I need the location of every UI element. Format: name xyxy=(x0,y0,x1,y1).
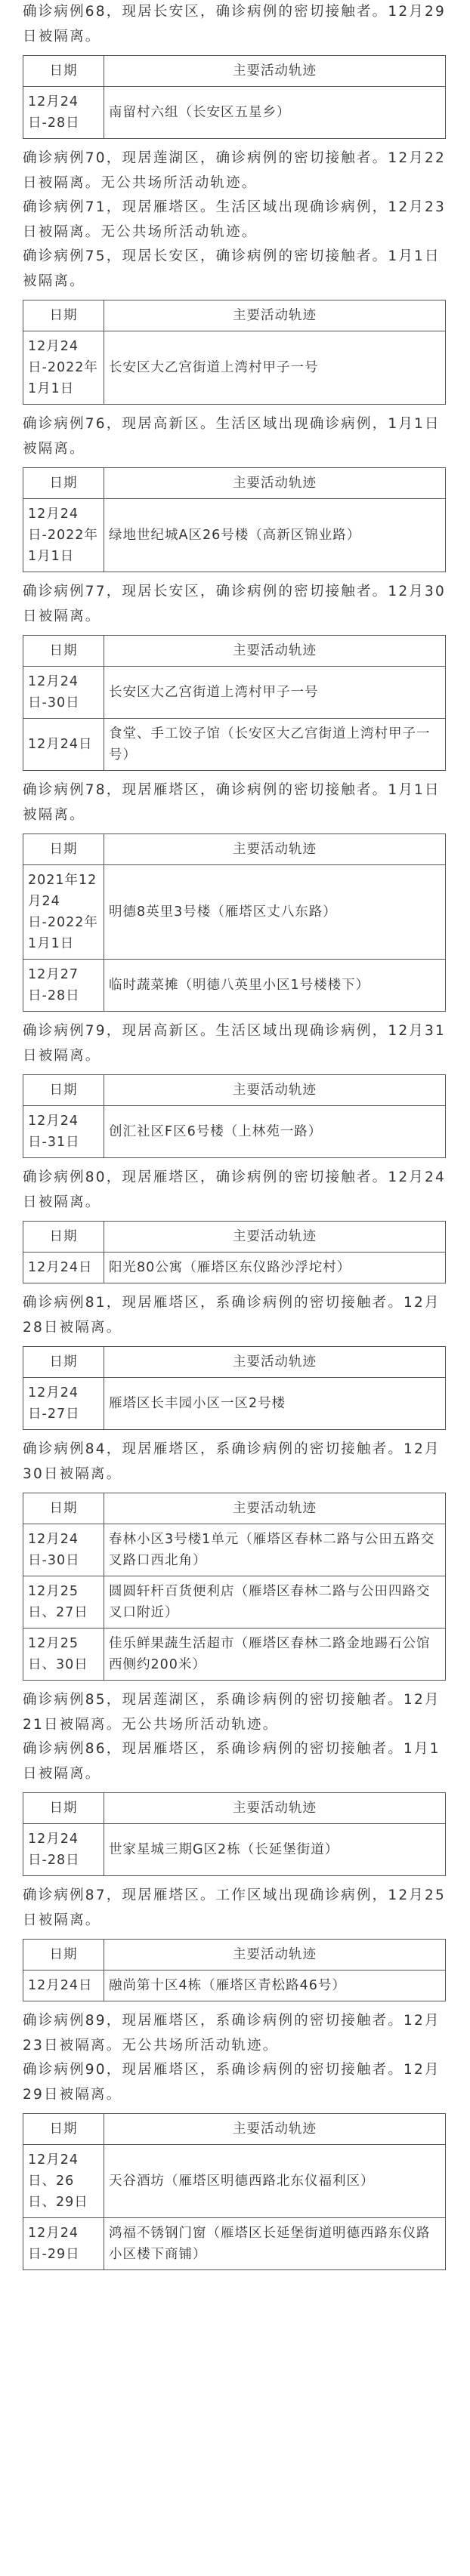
activity-cell: 融尚第十区4栋（雁塔区青松路46号） xyxy=(104,1971,446,2001)
date-cell: 12月24日-28日 xyxy=(23,87,104,139)
case-paragraph: 确诊病例70，现居莲湖区，确诊病例的密切接触者。12月22日被隔离。无公共场所活动轨迹。 xyxy=(23,150,446,191)
date-cell: 12月24日-29日 xyxy=(23,2218,104,2270)
table-header-row xyxy=(23,2114,446,2145)
activity-cell: 创汇社区F区6号楼（上林苑一路） xyxy=(104,1106,446,1158)
date-cell: 12月27日-28日 xyxy=(23,960,104,1012)
date-cell: 12月24日 xyxy=(23,1971,104,2001)
case-paragraph: 确诊病例86，现居雁塔区，系确诊病例的密切接触者。1月1日被隔离。 xyxy=(23,1741,441,1782)
table-row xyxy=(23,865,446,960)
table-header-row xyxy=(23,56,446,87)
activity-cell: 春林小区3号楼1单元（雁塔区春林二路与公田五路交叉路口西北角） xyxy=(104,1524,446,1576)
table-row xyxy=(23,1628,446,1681)
table-row xyxy=(23,1524,446,1576)
activity-table xyxy=(23,55,446,139)
case-paragraph: 确诊病例80，现居雁塔区，确诊病例的密切接触者。12月24日被隔离。 xyxy=(23,1169,446,1210)
date-cell: 12月24日、26日、29日 xyxy=(23,2145,104,2218)
date-cell: 12月24日 xyxy=(23,1253,104,1283)
activity-cell: 雁塔区长丰园小区一区2号楼 xyxy=(104,1378,446,1430)
table-row xyxy=(23,719,446,771)
activity-cell: 食堂、手工饺子馆（长安区大乙宫街道上湾村甲子一号） xyxy=(104,719,446,771)
table-header-row xyxy=(23,1940,446,1971)
activity-cell: 天谷酒坊（雁塔区明德西路北东仪福利区） xyxy=(104,2145,446,2218)
date-cell: 12月24日-31日 xyxy=(23,1106,104,1158)
date-column-header: 日期 xyxy=(23,1222,104,1253)
table-row xyxy=(23,1576,446,1628)
activity-cell: 临时蔬菜摊（明德八英里小区1号楼楼下） xyxy=(104,960,446,1012)
date-cell: 12月24日-2022年1月1日 xyxy=(23,499,104,572)
date-column-header: 日期 xyxy=(23,468,104,499)
activity-column-header: 主要活动轨迹 xyxy=(104,300,446,331)
date-cell: 12月24日-2022年1月1日 xyxy=(23,331,104,405)
table-row xyxy=(23,499,446,572)
table-row xyxy=(23,331,446,405)
activity-table xyxy=(23,1493,446,1681)
table-row xyxy=(23,1253,446,1283)
table-row xyxy=(23,1824,446,1876)
table-row xyxy=(23,1971,446,2001)
table-row xyxy=(23,667,446,719)
date-cell: 12月25日、27日 xyxy=(23,1576,104,1628)
table-header-row xyxy=(23,834,446,865)
case-paragraph: 确诊病例90，现居雁塔区，系确诊病例的密切接触者。12月29日被隔离。 xyxy=(23,2062,441,2103)
table-header-row xyxy=(23,300,446,331)
activity-cell: 南留村六组（长安区五星乡） xyxy=(104,87,446,139)
activity-column-header: 主要活动轨迹 xyxy=(104,1075,446,1106)
table-header-row xyxy=(23,1075,446,1106)
activity-table xyxy=(23,2113,446,2270)
date-column-header: 日期 xyxy=(23,1075,104,1106)
date-cell: 2021年12月24日-2022年1月1日 xyxy=(23,865,104,960)
case-paragraph: 确诊病例87，现居雁塔区。工作区域出现确诊病例，12月25日被隔离。 xyxy=(23,1887,446,1928)
case-paragraph: 确诊病例68，现居长安区，确诊病例的密切接触者。12月29日被隔离。 xyxy=(23,4,446,45)
date-column-header: 日期 xyxy=(23,300,104,331)
activity-column-header: 主要活动轨迹 xyxy=(104,834,446,865)
activity-table xyxy=(23,1221,446,1283)
date-column-header: 日期 xyxy=(23,636,104,667)
activity-table xyxy=(23,1939,446,2001)
date-cell: 12月24日-27日 xyxy=(23,1378,104,1430)
table-header-row xyxy=(23,1222,446,1253)
case-paragraph: 确诊病例89，现居雁塔区，系确诊病例的密切接触者。12月23日被隔离。无公共场所活动轨迹。 xyxy=(23,2013,441,2054)
activity-cell: 佳乐鲜果蔬生活超市（雁塔区春林二路金地踢石公馆西侧约200米） xyxy=(104,1628,446,1681)
table-header-row xyxy=(23,636,446,667)
case-paragraph: 确诊病例81，现居雁塔区，系确诊病例的密切接触者。12月28日被隔离。 xyxy=(23,1295,441,1336)
table-row xyxy=(23,2145,446,2218)
date-column-header: 日期 xyxy=(23,2114,104,2145)
activity-cell: 世家星城三期G区2栋（长延堡街道） xyxy=(104,1824,446,1876)
activity-table xyxy=(23,1792,446,1876)
activity-cell: 阳光80公寓（雁塔区东仪路沙浮坨村） xyxy=(104,1253,446,1283)
activity-table xyxy=(23,1346,446,1430)
table-header-row xyxy=(23,1347,446,1378)
activity-column-header: 主要活动轨迹 xyxy=(104,56,446,87)
activity-column-header: 主要活动轨迹 xyxy=(104,2114,446,2145)
date-column-header: 日期 xyxy=(23,834,104,865)
date-column-header: 日期 xyxy=(23,1793,104,1824)
date-column-header: 日期 xyxy=(23,56,104,87)
date-cell: 12月24日-30日 xyxy=(23,1524,104,1576)
activity-table xyxy=(23,834,446,1012)
case-paragraph: 确诊病例79，现居高新区。生活区域出现确诊病例，12月31日被隔离。 xyxy=(23,1023,446,1064)
table-header-row xyxy=(23,1493,446,1524)
date-cell: 12月24日-28日 xyxy=(23,1824,104,1876)
table-row xyxy=(23,960,446,1012)
case-paragraph: 确诊病例85，现居莲湖区，系确诊病例的密切接触者。12月21日被隔离。无公共场所活动轨迹。 xyxy=(23,1692,441,1733)
activity-cell: 圆圆轩杆百货便利店（雁塔区春林二路与公田四路交叉口附近） xyxy=(104,1576,446,1628)
activity-table xyxy=(23,635,446,771)
activity-column-header: 主要活动轨迹 xyxy=(104,1347,446,1378)
activity-cell: 绿地世纪城A区26号楼（高新区锦业路） xyxy=(104,499,446,572)
activity-column-header: 主要活动轨迹 xyxy=(104,1793,446,1824)
activity-table xyxy=(23,467,446,572)
activity-column-header: 主要活动轨迹 xyxy=(104,468,446,499)
date-column-header: 日期 xyxy=(23,1493,104,1524)
activity-column-header: 主要活动轨迹 xyxy=(104,1493,446,1524)
date-column-header: 日期 xyxy=(23,1347,104,1378)
activity-cell: 明德8英里3号楼（雁塔区丈八东路） xyxy=(104,865,446,960)
table-row xyxy=(23,1106,446,1158)
date-cell: 12月24日-30日 xyxy=(23,667,104,719)
activity-cell: 长安区大乙宫街道上湾村甲子一号 xyxy=(104,667,446,719)
table-header-row xyxy=(23,468,446,499)
case-paragraph: 确诊病例84，现居雁塔区，系确诊病例的密切接触者。12月30日被隔离。 xyxy=(23,1441,441,1482)
date-cell: 12月24日 xyxy=(23,719,104,771)
activity-table xyxy=(23,300,446,405)
date-cell: 12月25日、30日 xyxy=(23,1628,104,1681)
case-paragraph: 确诊病例77，现居长安区，确诊病例的密切接触者。12月30日被隔离。 xyxy=(23,584,446,624)
case-paragraph: 确诊病例78，现居雁塔区，确诊病例的密切接触者。1月1日被隔离。 xyxy=(23,782,441,823)
table-row xyxy=(23,1378,446,1430)
activity-column-header: 主要活动轨迹 xyxy=(104,1222,446,1253)
case-paragraph: 确诊病例76，现居高新区。生活区域出现确诊病例，1月1日被隔离。 xyxy=(23,416,441,457)
activity-cell: 鸿福不锈钢门窗（雁塔区长延堡街道明德西路东仪路小区楼下商铺） xyxy=(104,2218,446,2270)
activity-column-header: 主要活动轨迹 xyxy=(104,636,446,667)
activity-cell: 长安区大乙宫街道上湾村甲子一号 xyxy=(104,331,446,405)
date-column-header: 日期 xyxy=(23,1940,104,1971)
case-paragraph: 确诊病例75，现居长安区，确诊病例的密切接触者。1月1日被隔离。 xyxy=(23,248,441,289)
table-header-row xyxy=(23,1793,446,1824)
table-row xyxy=(23,2218,446,2270)
case-paragraph: 确诊病例71，现居雁塔区。生活区域出现确诊病例，12月23日被隔离。无公共场所活动轨迹。 xyxy=(23,199,446,240)
table-row xyxy=(23,87,446,139)
activity-table xyxy=(23,1074,446,1158)
activity-column-header: 主要活动轨迹 xyxy=(104,1940,446,1971)
